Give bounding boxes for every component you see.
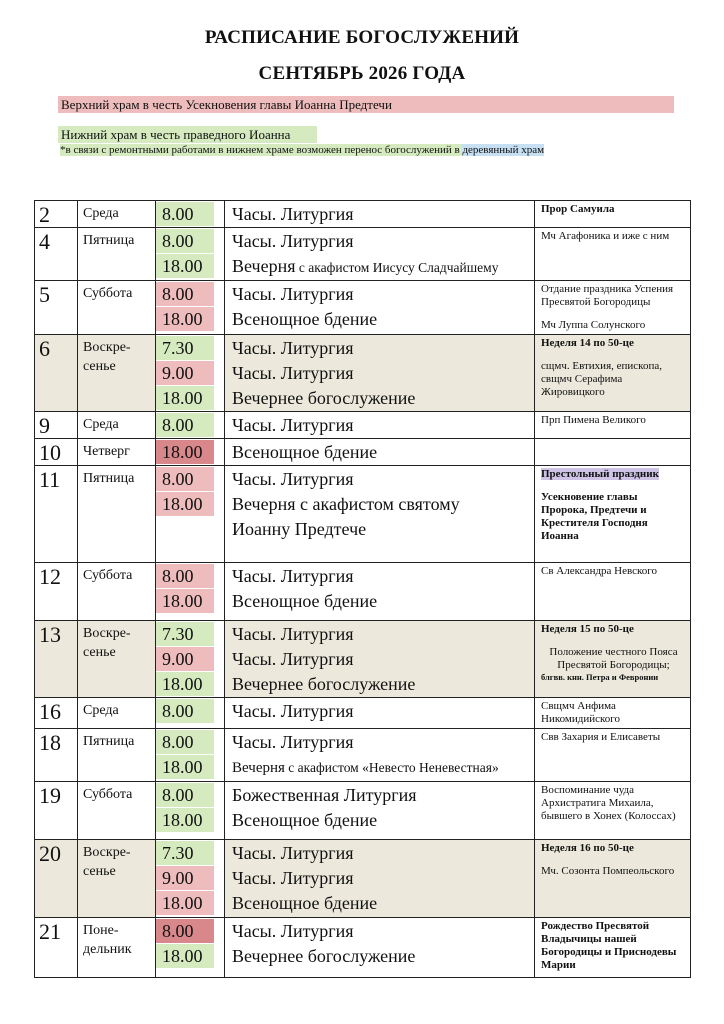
time-slot: 18.00 [156,944,214,968]
services-cell [225,782,535,840]
day-number: 5 [35,281,78,335]
table-row [35,335,691,412]
legend-note-wooden-temple: деревянный храм [462,144,545,156]
time-slot: 18.00 [156,755,214,779]
times-cell [156,698,225,729]
feast-cell [535,621,691,698]
feast-cell [535,782,691,840]
weekday: Поне-дельник [78,918,156,978]
service-lead: Вечерня [232,760,285,776]
feast-text: Отдание праздника Успения Пресвятой Богородицы [541,283,674,308]
time-slot: 9.00 [156,361,214,385]
table-row [35,840,691,918]
legend-lower-temple: Нижний храм в честь праведного Иоанна [58,126,317,143]
feast-cell [535,228,691,281]
day-number: 20 [35,840,78,918]
weekday: Суббота [78,782,156,840]
service-name: Часы. Литургия [232,415,354,435]
service-name: Часы. Литургия [232,363,354,383]
services-cell [225,918,535,978]
service-name: Вечерня с акафистом святому [232,494,460,514]
service-name: Часы. Литургия [232,566,354,586]
day-number: 13 [35,621,78,698]
feast-text: Мч Луппа Солунского [541,319,646,331]
feast-text: Мч Агафоника и иже с ним [541,230,670,242]
time-slot: 18.00 [156,891,214,915]
feast-cell [535,563,691,621]
times-cell [156,729,225,782]
service-name: Часы. Литургия [232,231,354,251]
weekday: Среда [78,412,156,439]
service-detail: с акафистом «Невесто Неневестная» [288,760,499,775]
day-number: 21 [35,918,78,978]
weekday: Пятница [78,228,156,281]
day-number: 4 [35,228,78,281]
services-cell [225,201,535,228]
service-name: Всенощное бдение [232,893,378,913]
service-detail: с акафистом Иисусу Сладчайшему [298,260,499,275]
weekday: Воскре-сенье [78,621,156,698]
table-row [35,466,691,563]
feast-cell [535,439,691,466]
table-row [35,563,691,621]
feast-text: Воспоминание чуда Архистратига Михаила, бывшего в Хонех (Колоссах) [541,784,676,822]
times-cell [156,412,225,439]
services-cell [225,439,535,466]
day-number: 10 [35,439,78,466]
feast-text: Свщмч Анфима Никомидийского [541,700,621,725]
table-row [35,228,691,281]
service-name: Часы. Литургия [232,843,354,863]
time-slot: 18.00 [156,492,214,516]
times-cell [156,563,225,621]
feast-text: Рождество Пресвятой Владычицы нашей Богородицы и Приснодевы Марии [541,920,677,971]
day-number: 6 [35,335,78,412]
service-lead: Вечерня [232,256,296,276]
feast-text: Прор Самуила [541,203,615,215]
service-name: Часы. Литургия [232,338,354,358]
service-name: Часы. Литургия [232,469,354,489]
table-row [35,201,691,228]
service-name: Часы. Литургия [232,624,354,644]
service-name: Часы. Литургия [232,921,354,941]
patronal-feast-badge: Престольный праздник [541,468,659,480]
weekday: Среда [78,698,156,729]
day-number: 19 [35,782,78,840]
service-name: Часы. Литургия [232,204,354,224]
feast-text [541,468,686,481]
times-cell [156,228,225,281]
services-cell [225,335,535,412]
service-name: Всенощное бдение [232,591,378,611]
feast-cell [535,201,691,228]
times-cell [156,918,225,978]
service-name: Вечернее богослужение [232,388,416,408]
feast-cell [535,466,691,563]
weekday: Пятница [78,729,156,782]
time-slot: 8.00 [156,783,214,807]
table-row [35,412,691,439]
feast-cell [535,335,691,412]
time-slot: 8.00 [156,699,214,723]
table-row [35,729,691,782]
time-slot: 8.00 [156,282,214,306]
feast-text: Неделя 14 по 50-це [541,337,634,349]
weekday: Суббота [78,281,156,335]
legend-upper-temple: Верхний храм в честь Усекновения главы Иоанна Предтечи [58,96,674,113]
day-number: 9 [35,412,78,439]
services-cell [225,228,535,281]
time-slot: 8.00 [156,413,214,437]
time-slot: 8.00 [156,919,214,943]
time-slot: 7.30 [156,841,214,865]
table-row [35,918,691,978]
service-name: Часы. Литургия [232,701,354,721]
time-slot: 8.00 [156,730,214,754]
table-row [35,621,691,698]
schedule-table [34,200,691,978]
time-slot: 8.00 [156,564,214,588]
legend-note [58,143,546,157]
time-slot: 7.30 [156,336,214,360]
feast-text: Положение честного Пояса Пресвятой Богородицы; [549,646,678,671]
times-cell [156,840,225,918]
service-name: Всенощное бдение [232,442,378,462]
times-cell [156,466,225,563]
feast-text: Мч. Созонта Помпеольского [541,865,675,877]
legend-note-text: *в связи с ремонтными работами в нижнем храме возможен перенос богослужений в [60,144,463,156]
feast-text: Неделя 15 по 50-це [541,623,634,635]
time-slot: 8.00 [156,202,214,226]
service-name [232,254,534,280]
weekday: Среда [78,201,156,228]
time-slot: 9.00 [156,647,214,671]
feast-text: Усекновение главы Пророка, Предтечи и Крестителя Господня Иоанна [541,491,648,542]
times-cell [156,439,225,466]
times-cell [156,281,225,335]
weekday: Суббота [78,563,156,621]
feast-text: сщмч. Евтихия, епископа, свщмч Серафима Жировицкого [541,360,662,398]
day-number: 12 [35,563,78,621]
feast-cell [535,840,691,918]
service-name: Часы. Литургия [232,732,354,752]
feast-cell [535,412,691,439]
time-slot: 9.00 [156,866,214,890]
service-name: Часы. Литургия [232,868,354,888]
weekday: Четверг [78,439,156,466]
time-slot: 7.30 [156,622,214,646]
time-slot: 18.00 [156,672,214,696]
time-slot: 18.00 [156,440,214,464]
services-cell [225,840,535,918]
service-name: Всенощное бдение [232,309,378,329]
day-number: 11 [35,466,78,563]
services-cell [225,466,535,563]
services-cell [225,412,535,439]
weekday: Воскре-сенье [78,840,156,918]
time-slot: 18.00 [156,808,214,832]
table-row [35,281,691,335]
table-row [35,698,691,729]
table-row [35,782,691,840]
time-slot: 18.00 [156,307,214,331]
service-name: Вечернее богослужение [232,674,416,694]
feast-cell [535,281,691,335]
services-cell [225,729,535,782]
time-slot: 8.00 [156,229,214,253]
time-slot: 18.00 [156,589,214,613]
page-subtitle: СЕНТЯБРЬ 2026 ГОДА [258,63,466,84]
feast-text: блгвв. кнн. Петра и Февронии [541,672,659,682]
day-number: 18 [35,729,78,782]
time-slot: 18.00 [156,254,214,278]
feast-text: Свв Захария и Елисаветы [541,731,661,743]
page-title: РАСПИСАНИЕ БОГОСЛУЖЕНИЙ [204,27,520,48]
service-name: Божественная Литургия [232,785,417,805]
feast-cell [535,729,691,782]
service-name: Вечернее богослужение [232,946,416,966]
weekday: Пятница [78,466,156,563]
service-name: Часы. Литургия [232,284,354,304]
service-name: Иоанну Предтече [232,519,367,539]
service-name: Часы. Литургия [232,649,354,669]
service-name: Всенощное бдение [232,810,378,830]
feast-text: Св Александра Невского [541,565,658,577]
feast-text: Прп Пимена Великого [541,414,646,426]
time-slot: 8.00 [156,467,214,491]
table-row [35,439,691,466]
time-slot: 18.00 [156,386,214,410]
feast-cell [535,698,691,729]
services-cell [225,621,535,698]
times-cell [156,335,225,412]
weekday: Воскре-сенье [78,335,156,412]
services-cell [225,281,535,335]
feast-cell [535,918,691,978]
feast-text: Неделя 16 по 50-це [541,842,634,854]
times-cell [156,782,225,840]
day-number: 2 [35,201,78,228]
day-number: 16 [35,698,78,729]
services-cell [225,563,535,621]
times-cell [156,621,225,698]
service-name [232,755,534,781]
services-cell [225,698,535,729]
times-cell [156,201,225,228]
